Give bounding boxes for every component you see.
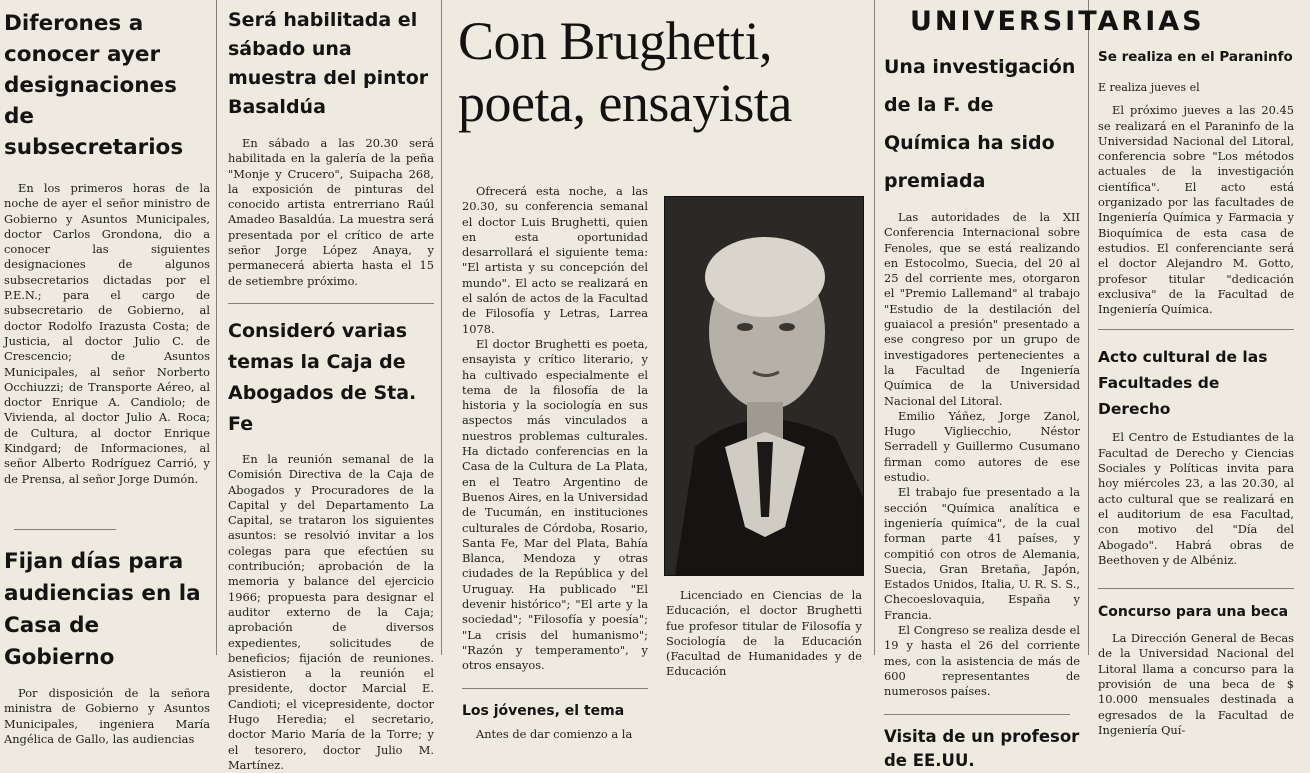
headline-paraninfo: Se realiza en el Paraninfo [1098,49,1293,65]
paragraph: Las autoridades de la XII Conferencia Internacional sobre Fenoles, que se está realizando en Estocolmo, Suecia, del 20 al 25 del corriente mes, otorgaron el "Premio Lallemand" al trabajo "Estudio de la destilación del guaiacol a presión" presentado a ese congreso por un grupo de investigadores pertenecientes a la Facultad de Ingeniería Química de la Universidad Nacional del Litoral. [884,210,1080,408]
article-quimica [884,210,1080,700]
headline-brughetti: Con Brughetti, poeta, ensayista [458,11,792,133]
paragraph: Antes de dar comienzo a la [476,726,633,741]
paragraph: La Dirección General de Becas de la Universidad Nacional del Litoral llama a concurso para la provisión de una beca de $ 10.000 mensuales destinada a egresados de la Facultad de Ingeniería Quí- [1098,631,1294,737]
photo-caption [666,588,862,680]
divider [462,688,648,689]
subheading-paraninfo: E realiza jueves el [1098,81,1200,94]
column-1 [4,0,210,746]
article-basaldua [228,136,434,289]
article-brughetti [462,184,648,742]
headline-audiencias: Fijan días para audiencias en la Casa de Gobierno [4,548,201,670]
headline-caja-abogados: Consideró varias temas la Caja de Abogados de Sta. Fe [228,319,417,435]
column-rule [441,0,442,655]
divider [884,714,1070,715]
paragraph: El trabajo fue presentado a la sección "Química analítica e ingeniería química", de la cual forman parte 41 países, y compitió con otros de Alemania, Suecia, Gran Bretaña, Japón, Estados Unidos, Italia, U. R. S. S., Checoeslovaquia, España y Francia. [884,485,1080,622]
article-acto-cultural [1098,430,1294,568]
caption-text: Licenciado en Ciencias de la Educación, el doctor Brughetti fue profesor titular de Filosofía y Sociología de la Educación (Facultad de Humanidades y de Educación [666,588,862,679]
article-paraninfo [1098,103,1294,317]
column-3 [452,0,866,741]
paragraph: Ofrecerá esta noche, a las 20.30, su conferencia semanal el doctor Luis Brughetti, quien en esta oportunidad desarrollará el siguiente tema: "El artista y su concepción del mundo". El acto se realizará en el salón de actos de la Facultad de Filosofía y Letras, Larrea 1078. [462,184,648,336]
divider [14,529,116,530]
paragraph: Por disposición de la señora ministra de Gobierno y Asuntos Municipales, ingeniera María Angélica de Gallo, las audiencias [4,685,210,746]
column-rule [216,0,217,655]
divider [228,303,434,304]
divider [1098,588,1294,589]
divider [1098,329,1294,330]
column-rule [874,0,875,655]
headline-subsecretarios: Diferones a conocer ayer designaciones de subsecretarios [4,11,184,160]
portrait-illustration [665,197,863,575]
paragraph: El doctor Brughetti es poeta, ensayista y crítico literario, y ha cultivado especialmente el tema de la filosofía de la historia y la sociología en sus aspectos más vinculados a nuestros problemas culturales. Ha dictado conferencias en la Casa de la Cultura de La Plata, en el Teatro Argentino de Buenos Aires, en la Universidad de Tucumán, en instituciones culturales de Córdoba, Rosario, Santa Fe, Mar del Plata, Bahía Blanca, Mendoza y otras ciudades de la República y del Uruguay. Ha publicado "El devenir histórico"; "El arte y la sociedad"; "Filosofía y poesía"; "La crisis del humanismo"; "Razón y temperamento", y otros ensayos. [462,336,648,673]
headline-acto-cultural: Acto cultural de las Facultades de Derecho [1098,348,1268,419]
column-rule [1088,0,1089,655]
headline-visita: Visita de un profesor de EE.UU. [884,726,1080,770]
headline-beca: Concurso para una beca [1098,604,1289,621]
paragraph: En sábado a las 20.30 será habilitada en la galería de la peña "Monje y Crucero", Suipacha 268, la exposición de pinturas del conocido artista entrerriano Raúl Amadeo Basaldúa. La muestra será presentada por el crítico de arte señor Jorge López Anaya, y permanecerá abierta hasta el 15 de setiembre próximo. [228,136,434,288]
portrait-photo [664,196,864,576]
article-subsecretarios [4,181,210,487]
article-caja-abogados [228,452,434,773]
paragraph: El Congreso se realiza desde el 19 y hasta el 26 del corriente mes, con la asistencia de más de 600 representantes de numerosos países. [884,623,1080,699]
paragraph: El Centro de Estudiantes de la Facultad de Derecho y Ciencias Sociales y Políticas invita para hoy miércoles 23, a las 20.30, al acto cultural que se realizará en el auditorium de esa Facultad, con motivo del "Día del Abogado". Habrá obras de Beethoven y de Albéniz. [1098,430,1294,567]
section-masthead: UNIVERSITARIAS [910,6,1205,37]
paragraph: El próximo jueves a las 20.45 se realizará en el Paraninfo de la Universidad Nacional del Litoral, conferencia sobre "Los métodos actuales de la investigación científica". El acto está organizado por las facultades de Ingeniería Química y Farmacia y Bioquímica de esta casa de estudios. El conferenciante será el doctor Alejandro M. Gotto, profesor titular "dedicación exclusiva" de la Facultad de Ingeniería Química. [1098,103,1294,317]
column-2 [228,0,434,772]
column-5 [1098,44,1294,737]
paragraph: En la reunión semanal de la Comisión Directiva de la Caja de Abogados y Procuradores de la Capital y del Departamento La Capital, se trataron los siguientes asuntos: se resolvió invitar a los colegas para que efectúen su contribución; aprobación de la memoria y balance del ejercicio 1966; propuesta para designar el auditor externo de la Caja; aprobación de diversos expedientes, solicitudes de beneficios; fijación de reuniones. Asistieron a la reunión el presidente, doctor Marcial E. Candioti; el vicepresidente, doctor Hugo Heredia; el secretario, doctor Mario María de la Torre; y el tesorero, doctor Julio M. Martínez. [228,451,434,772]
column-4-body [884,44,1080,770]
paragraph: En los primeros horas de la noche de ayer el señor ministro de Gobierno y Asuntos Municipales, doctor Carlos Grondona, dio a conocer las siguientes designaciones de algunos subsecretarios dictadas por el P.E.N.; para el cargo de subsecretario de Gobierno, al doctor Rodolfo Irazusta Costa; de Justicia, al doctor Julio C. de Crescencio; de Asuntos Municipales, al señor Norberto Occhiuzzi; de Transporte Aéreo, al doctor Enrique A. Candiolo; de Vivienda, al doctor Julio A. Roca; de Cultura, al doctor Enrique Kindgard; de Informaciones, al señor Alberto Rodríguez Carrió, y de Prensa, al señor Jorge Dumón. [4,181,210,486]
headline-quimica: Una investigación de la F. de Química ha sido premiada [884,56,1076,192]
headline-basaldua: Será habilitada el sábado una muestra del pintor Basaldúa [228,9,429,118]
paragraph: Emilio Yáñez, Jorge Zanol, Hugo Vigliecchio, Néstor Serradell y Guillermo Cusumano firman como autores de ese estudio. [884,408,1080,485]
article-audiencias [4,686,210,747]
headline-jovenes: Los jóvenes, el tema [462,702,625,719]
article-beca [1098,631,1294,738]
